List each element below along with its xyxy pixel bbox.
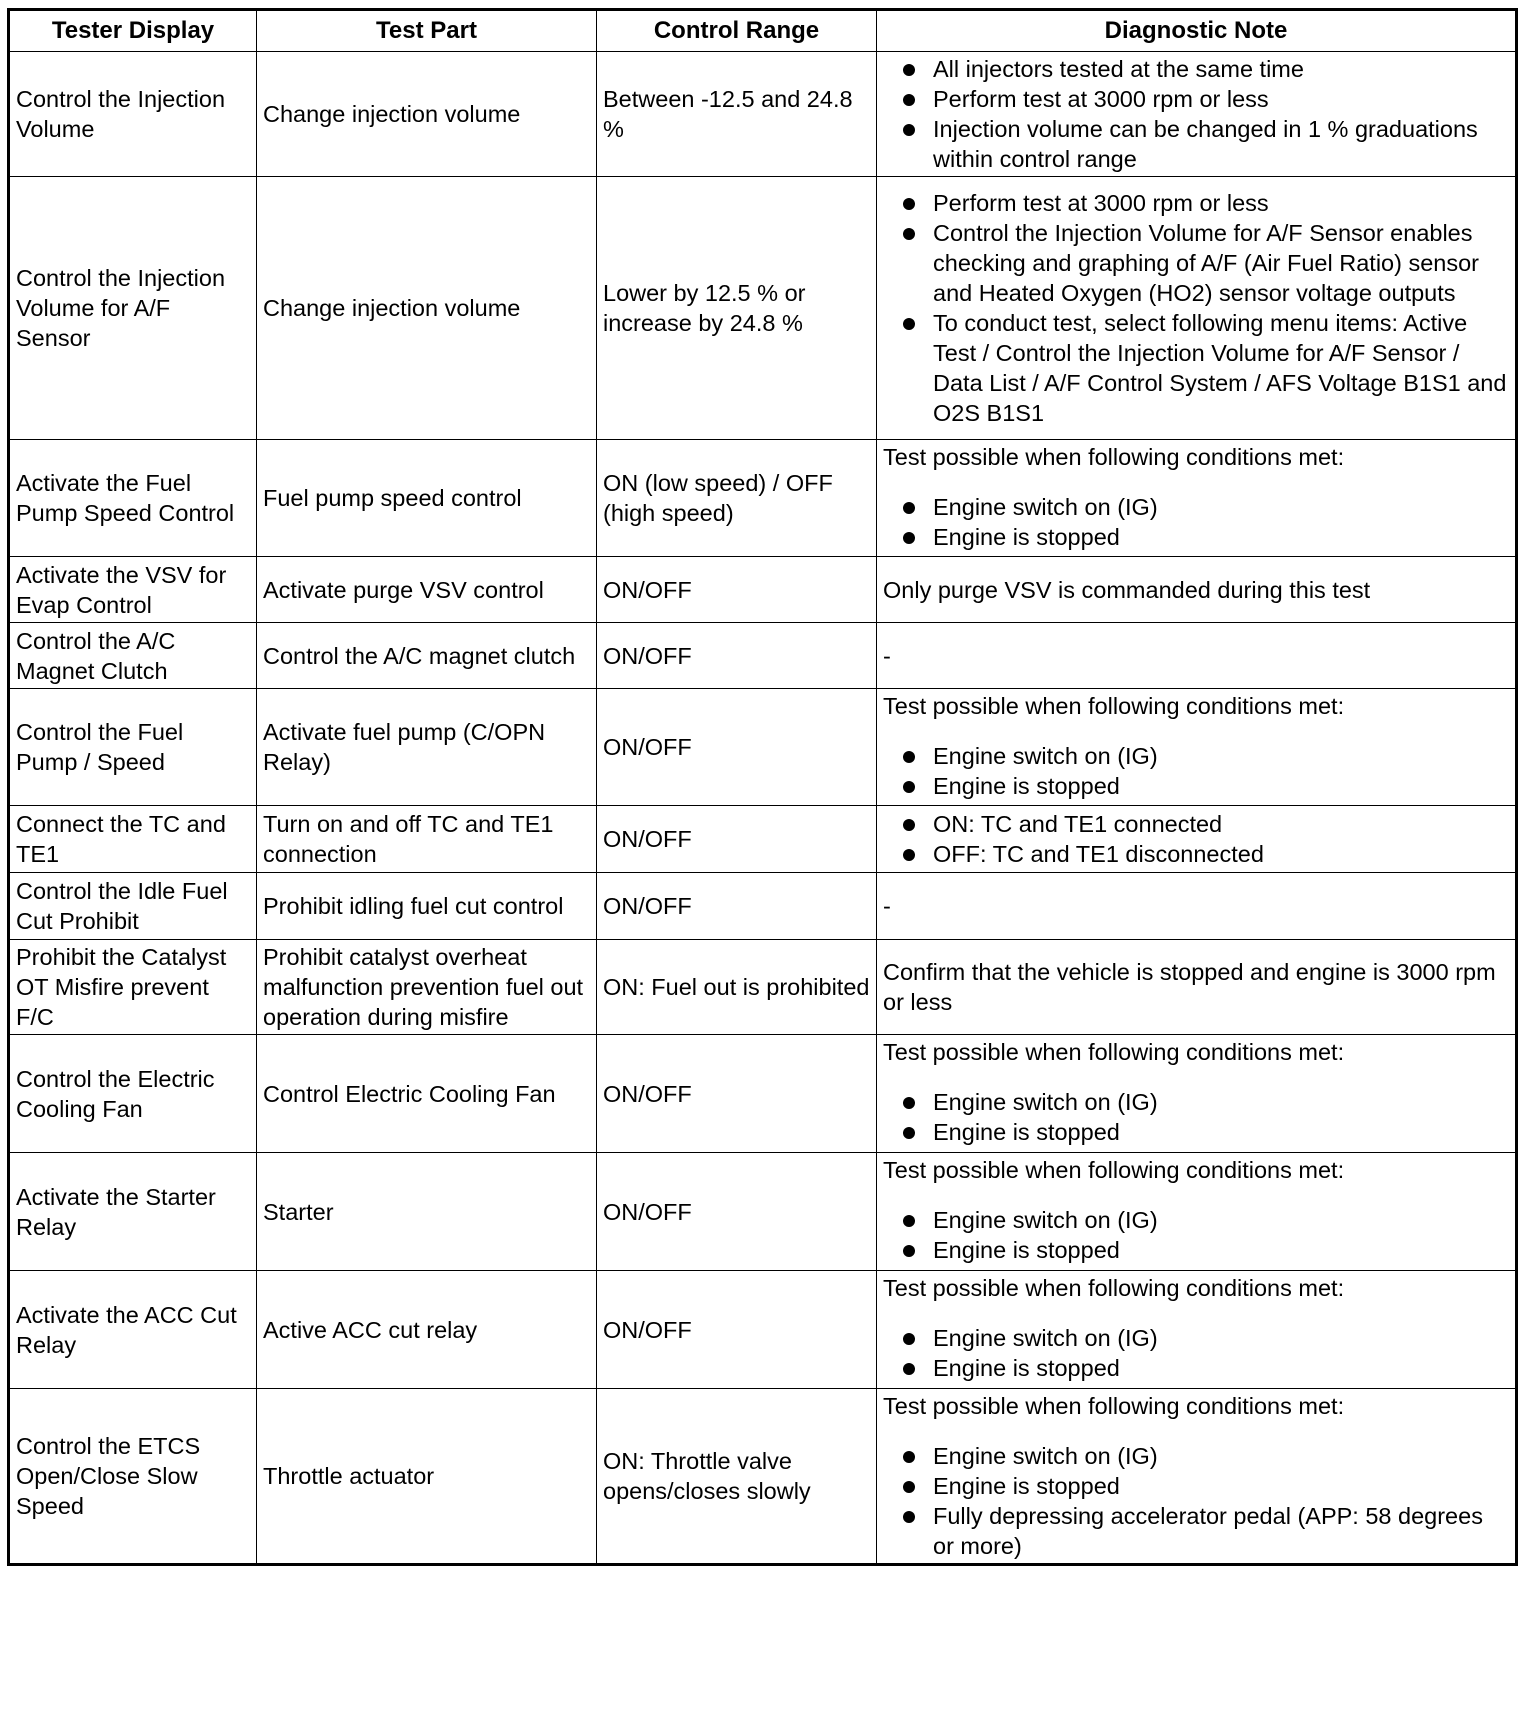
active-test-table-container — [7, 8, 1515, 1566]
diagnostic-note-cell — [877, 52, 1517, 177]
note-bullet-item: Engine switch on (IG) — [933, 1087, 1509, 1117]
tester-display-cell: Control the Injection Volume for A/F Sensor — [9, 177, 257, 440]
tester-display-cell: Control the Fuel Pump / Speed — [9, 689, 257, 806]
note-text: Test possible when following conditions met: — [883, 1157, 1345, 1183]
diagnostic-note-cell — [877, 1035, 1517, 1153]
note-bullet-item: Control the Injection Volume for A/F Sensor enables checking and graphing of A/F (Air Fuel Ratio) sensor and Heated Oxygen (HO2) sensor voltage outputs — [933, 218, 1509, 308]
test-part-cell: Control Electric Cooling Fan — [257, 1035, 597, 1153]
control-range-cell: ON/OFF — [597, 1271, 877, 1389]
note-bullet-item: Engine is stopped — [933, 1353, 1509, 1383]
table-row — [9, 806, 1517, 873]
table-row — [9, 1271, 1517, 1389]
note-bullet-item: Engine is stopped — [933, 771, 1509, 801]
tester-display-cell: Control the Injection Volume — [9, 52, 257, 177]
test-part-cell: Starter — [257, 1153, 597, 1271]
note-bullet-item: Fully depressing accelerator pedal (APP: 58 degrees or more) — [933, 1501, 1509, 1561]
test-part-cell: Prohibit idling fuel cut control — [257, 873, 597, 940]
test-part-cell: Change injection volume — [257, 52, 597, 177]
note-bullet-item: Engine is stopped — [933, 1235, 1509, 1265]
table-row — [9, 873, 1517, 940]
control-range-cell: ON/OFF — [597, 557, 877, 623]
table-row — [9, 1153, 1517, 1271]
note-text: - — [883, 642, 891, 669]
test-part-cell: Prohibit catalyst overheat malfunction prevention fuel out operation during misfire — [257, 940, 597, 1035]
note-bullet-list — [883, 1205, 1509, 1265]
tester-display-cell: Connect the TC and TE1 — [9, 806, 257, 873]
control-range-cell: ON: Throttle valve opens/closes slowly — [597, 1389, 877, 1565]
table-row — [9, 1035, 1517, 1153]
table-header — [9, 10, 1517, 52]
table-row — [9, 940, 1517, 1035]
note-bullet-item: Perform test at 3000 rpm or less — [933, 84, 1509, 114]
diagnostic-note-cell — [877, 177, 1517, 440]
note-text: Test possible when following conditions met: — [883, 1275, 1345, 1301]
diagnostic-note-cell — [877, 1153, 1517, 1271]
header-test-part: Test Part — [257, 10, 597, 52]
test-part-cell: Fuel pump speed control — [257, 440, 597, 557]
table-row — [9, 557, 1517, 623]
note-bullet-item: OFF: TC and TE1 disconnected — [933, 839, 1509, 869]
test-part-cell: Control the A/C magnet clutch — [257, 623, 597, 689]
table-row — [9, 52, 1517, 177]
active-test-table — [7, 8, 1518, 1566]
diagnostic-note-cell — [877, 940, 1517, 1035]
note-text: Test possible when following conditions met: — [883, 1039, 1345, 1065]
table-row — [9, 1389, 1517, 1565]
test-part-cell: Throttle actuator — [257, 1389, 597, 1565]
control-range-cell: ON/OFF — [597, 1035, 877, 1153]
diagnostic-note-cell — [877, 440, 1517, 557]
diagnostic-note-cell — [877, 1271, 1517, 1389]
note-bullet-list — [883, 809, 1509, 869]
header-row — [9, 10, 1517, 52]
note-bullet-item: Engine switch on (IG) — [933, 1205, 1509, 1235]
note-text: Confirm that the vehicle is stopped and engine is 3000 rpm or less — [883, 959, 1496, 1015]
diagnostic-note-cell — [877, 557, 1517, 623]
note-text: Test possible when following conditions met: — [883, 1393, 1345, 1419]
diagnostic-note-cell — [877, 873, 1517, 940]
control-range-cell: Lower by 12.5 % or increase by 24.8 % — [597, 177, 877, 440]
header-diagnostic-note: Diagnostic Note — [877, 10, 1517, 52]
test-part-cell: Activate purge VSV control — [257, 557, 597, 623]
table-row — [9, 689, 1517, 806]
note-bullet-list — [883, 188, 1509, 428]
test-part-cell: Activate fuel pump (C/OPN Relay) — [257, 689, 597, 806]
diagnostic-note-cell — [877, 806, 1517, 873]
tester-display-cell: Activate the VSV for Evap Control — [9, 557, 257, 623]
tester-display-cell: Activate the Starter Relay — [9, 1153, 257, 1271]
tester-display-cell: Control the ETCS Open/Close Slow Speed — [9, 1389, 257, 1565]
note-bullet-item: Engine switch on (IG) — [933, 1441, 1509, 1471]
note-bullet-item: ON: TC and TE1 connected — [933, 809, 1509, 839]
table-row — [9, 440, 1517, 557]
table-body — [9, 52, 1517, 1565]
diagnostic-note-cell — [877, 623, 1517, 689]
test-part-cell: Change injection volume — [257, 177, 597, 440]
header-control-range: Control Range — [597, 10, 877, 52]
note-bullet-list — [883, 492, 1509, 552]
note-bullet-item: All injectors tested at the same time — [933, 54, 1509, 84]
note-bullet-item: Engine switch on (IG) — [933, 492, 1509, 522]
note-bullet-item: Engine is stopped — [933, 1117, 1509, 1147]
note-bullet-list — [883, 1441, 1509, 1561]
tester-display-cell: Prohibit the Catalyst OT Misfire prevent F/C — [9, 940, 257, 1035]
tester-display-cell: Control the A/C Magnet Clutch — [9, 623, 257, 689]
note-bullet-item: Perform test at 3000 rpm or less — [933, 188, 1509, 218]
note-bullet-list — [883, 741, 1509, 801]
diagnostic-note-cell — [877, 689, 1517, 806]
note-bullet-list — [883, 54, 1509, 174]
note-bullet-item: Engine is stopped — [933, 522, 1509, 552]
note-text: - — [883, 893, 891, 919]
test-part-cell: Active ACC cut relay — [257, 1271, 597, 1389]
note-text: Test possible when following conditions met: — [883, 444, 1345, 470]
tester-display-cell: Activate the ACC Cut Relay — [9, 1271, 257, 1389]
tester-display-cell: Control the Idle Fuel Cut Prohibit — [9, 873, 257, 940]
test-part-cell: Turn on and off TC and TE1 connection — [257, 806, 597, 873]
control-range-cell: ON/OFF — [597, 623, 877, 689]
diagnostic-note-cell — [877, 1389, 1517, 1565]
control-range-cell: ON/OFF — [597, 689, 877, 806]
note-bullet-item: Injection volume can be changed in 1 % graduations within control range — [933, 114, 1509, 174]
control-range-cell: ON: Fuel out is prohibited — [597, 940, 877, 1035]
note-text: Only purge VSV is commanded during this test — [883, 576, 1371, 603]
control-range-cell: ON/OFF — [597, 1153, 877, 1271]
header-tester-display: Tester Display — [9, 10, 257, 52]
control-range-cell: ON/OFF — [597, 873, 877, 940]
table-row — [9, 177, 1517, 440]
control-range-cell: Between -12.5 and 24.8 % — [597, 52, 877, 177]
note-bullet-item: Engine switch on (IG) — [933, 741, 1509, 771]
note-bullet-item: Engine switch on (IG) — [933, 1323, 1509, 1353]
control-range-cell: ON (low speed) / OFF (high speed) — [597, 440, 877, 557]
control-range-cell: ON/OFF — [597, 806, 877, 873]
note-bullet-list — [883, 1323, 1509, 1383]
tester-display-cell: Control the Electric Cooling Fan — [9, 1035, 257, 1153]
note-bullet-item: To conduct test, select following menu items: Active Test / Control the Injection Volume for A/F Sensor / Data List / A/F Control System / AFS Voltage B1S1 and O2S B1S1 — [933, 308, 1509, 428]
note-text: Test possible when following conditions met: — [883, 693, 1345, 719]
note-bullet-list — [883, 1087, 1509, 1147]
note-bullet-item: Engine is stopped — [933, 1471, 1509, 1501]
tester-display-cell: Activate the Fuel Pump Speed Control — [9, 440, 257, 557]
table-row — [9, 623, 1517, 689]
